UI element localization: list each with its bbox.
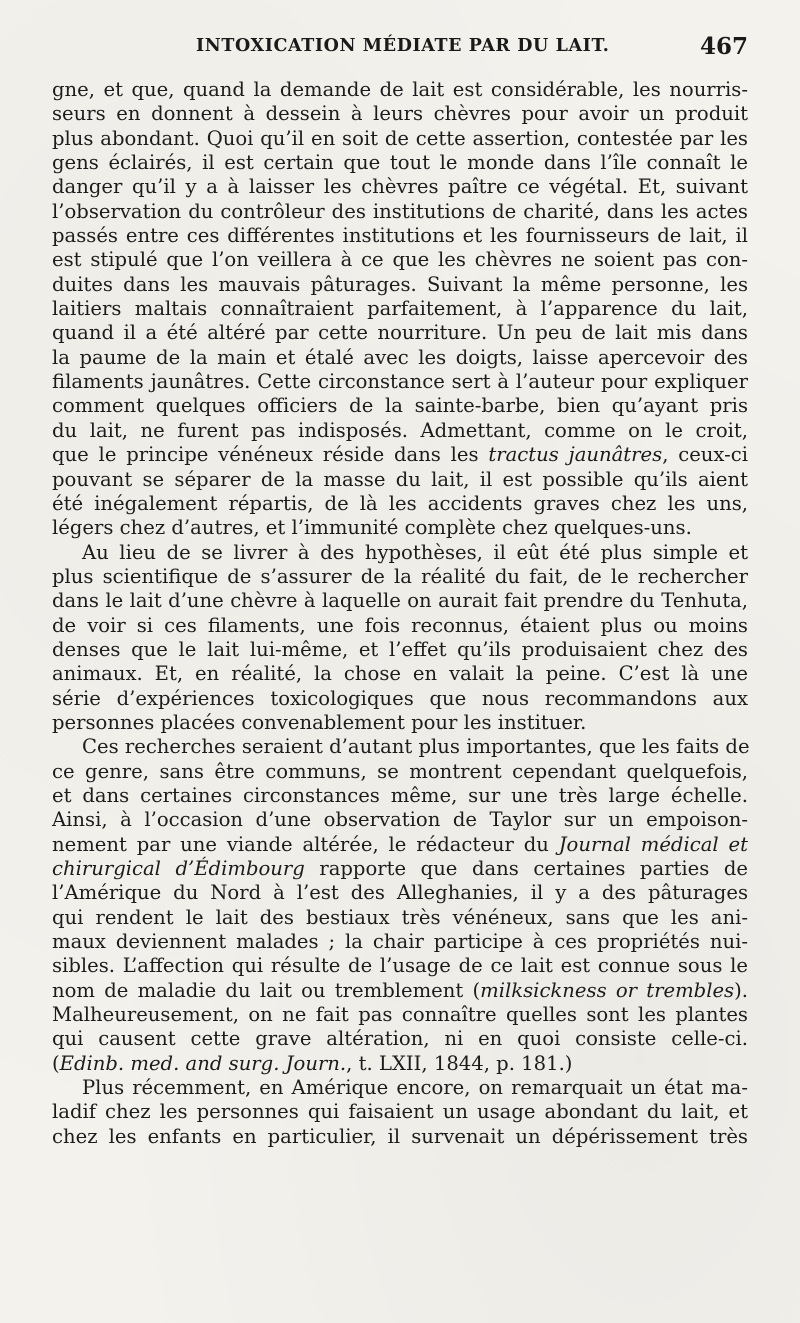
text-segment: Plus récemment, en Amérique encore, on remarquait un état ma-	[82, 1076, 748, 1100]
text-segment: laitiers maltais connaîtraient parfaitement, à l’apparence du lait,	[52, 297, 748, 321]
text-segment: nement par une viande altérée, le rédacteur du	[52, 832, 559, 856]
text-line	[52, 370, 748, 394]
body-text	[52, 78, 748, 1149]
text-segment: maux deviennent malades ; la chair participe à ces propriétés nui-	[52, 930, 748, 954]
text-line	[52, 906, 748, 930]
text-segment: quand il a été altéré par cette nourriture. Un peu de lait mis dans	[52, 321, 748, 345]
text-line	[52, 1076, 748, 1100]
text-segment: rapporte que dans certaines parties de	[304, 857, 748, 880]
text-line	[52, 1125, 748, 1149]
text-line	[52, 1003, 748, 1027]
text-line	[52, 954, 748, 978]
text-line	[52, 857, 748, 881]
text-segment: duites dans les mauvais pâturages. Suivant la même personne, les	[52, 272, 748, 296]
text-segment: filaments jaunâtres. Cette circonstance sert à l’auteur pour expliquer	[52, 370, 748, 394]
text-segment: l’observation du contrôleur des institutions de charité, dans les actes	[52, 199, 748, 223]
text-segment: légers chez d’autres, et l’immunité complète chez quelques-uns.	[52, 516, 692, 540]
text-segment: ).	[734, 978, 748, 1002]
text-line	[52, 248, 748, 272]
text-segment: gens éclairés, il est certain que tout le monde dans l’île connaît le	[52, 151, 748, 175]
italic-text: Journal médical et	[558, 832, 748, 856]
text-segment: danger qu’il y a à laisser les chèvres paître ce végétal. Et, suivant	[52, 175, 748, 199]
text-segment: chez les enfants en particulier, il survenait un dépérissement très	[52, 1124, 748, 1148]
text-segment: la paume de la main et étalé avec les doigts, laisse apercevoir des	[52, 345, 748, 369]
text-segment: et dans certaines circonstances même, sur une très large échelle.	[52, 783, 748, 807]
text-line	[52, 711, 748, 735]
text-segment: sibles. L’affection qui résulte de l’usage de ce lait est connue sous le	[52, 954, 748, 978]
text-line	[52, 468, 748, 492]
page-number: 467	[700, 33, 749, 60]
text-segment: série d’expériences toxicologiques que nous recommandons aux	[52, 686, 748, 710]
text-segment: est stipulé que l’on veillera à ce que les chèvres ne soient pas con-	[52, 248, 748, 272]
text-line	[52, 541, 748, 565]
text-line	[52, 127, 748, 151]
text-line	[52, 930, 748, 954]
text-segment: qui rendent le lait des bestiaux très vénéneux, sans que les ani-	[52, 905, 748, 929]
text-line	[52, 346, 748, 370]
text-segment: l’Amérique du Nord à l’est des Alleghanies, il y a des pâturages	[52, 881, 748, 905]
text-segment: du lait, ne furent pas indisposés. Admettant, comme on le croit,	[52, 418, 748, 442]
text-segment: seurs en donnent à dessein à leurs chèvres pour avoir un produit	[52, 102, 748, 126]
text-segment: de voir si ces filaments, une fois reconnus, étaient plus ou moins	[52, 613, 748, 637]
text-line	[52, 979, 748, 1003]
text-line	[52, 175, 748, 199]
text-segment: denses que le lait lui-même, et l’effet qu’ils produisaient chez des	[52, 637, 748, 661]
text-line	[52, 516, 748, 540]
running-title: INTOXICATION MÉDIATE PAR DU LAIT.	[196, 36, 610, 56]
text-segment: Ces recherches seraient d’autant plus importantes, que les faits de	[82, 735, 750, 759]
text-line	[52, 492, 748, 516]
text-line	[52, 224, 748, 248]
text-segment: dans le lait d’une chèvre à laquelle on aurait fait prendre du Tenhuta,	[52, 589, 748, 613]
text-line	[52, 784, 748, 808]
text-line	[52, 614, 748, 638]
text-segment: plus abondant. Quoi qu’il en soit de cette assertion, contestée par les	[52, 126, 748, 150]
text-line	[52, 102, 748, 126]
text-line	[52, 760, 748, 784]
text-line	[52, 394, 748, 418]
text-segment: Malheureusement, on ne fait pas connaître quelles sont les plantes	[52, 1003, 748, 1027]
text-line	[52, 297, 748, 321]
text-line	[52, 78, 748, 102]
text-line	[52, 1052, 748, 1076]
text-line	[52, 565, 748, 589]
text-line	[52, 419, 748, 443]
text-segment: gne, et que, quand la demande de lait est considérable, les nourris-	[52, 78, 748, 101]
text-line	[52, 1027, 748, 1051]
text-segment: Ainsi, à l’occasion d’une observation de Taylor sur un empoison-	[52, 808, 748, 832]
text-segment: personnes placées convenablement pour les instituer.	[52, 710, 587, 734]
text-line	[52, 662, 748, 686]
text-segment: , ceux-ci	[662, 443, 748, 467]
text-segment: , t. LXII, 1844, p. 181.)	[346, 1051, 573, 1075]
text-line	[52, 151, 748, 175]
running-head	[0, 33, 800, 62]
italic-text: milksickness or trembles	[480, 978, 735, 1002]
text-line	[52, 687, 748, 711]
text-segment: nom de maladie du lait ou tremblement (	[52, 978, 481, 1002]
text-segment: que le principe vénéneux réside dans les	[52, 443, 489, 467]
text-line	[52, 881, 748, 905]
text-segment: passés entre ces différentes institutions et les fournisseurs de lait, il	[52, 224, 748, 248]
text-line	[52, 200, 748, 224]
text-segment: (	[52, 1051, 60, 1075]
text-line	[52, 735, 748, 759]
italic-text: tractus jaunâtres	[488, 443, 663, 467]
text-segment: pouvant se séparer de la masse du lait, il est possible qu’ils aient	[52, 467, 748, 491]
text-segment: ladif chez les personnes qui faisaient un usage abondant du lait, et	[52, 1100, 748, 1124]
text-segment: qui causent cette grave altération, ni en quoi consiste celle-ci.	[52, 1027, 748, 1051]
text-line	[52, 321, 748, 345]
text-segment: été inégalement répartis, de là les accidents graves chez les uns,	[52, 491, 748, 515]
text-segment: animaux. Et, en réalité, la chose en valait la peine. C’est là une	[52, 662, 748, 686]
text-segment: comment quelques officiers de la sainte-barbe, bien qu’ayant pris	[52, 394, 748, 418]
italic-text: Edinb. med. and surg. Journ.	[59, 1051, 347, 1075]
italic-text: chirurgical d’Édimbourg	[52, 857, 305, 880]
text-line	[52, 1100, 748, 1124]
text-segment: Au lieu de se livrer à des hypothèses, il eût été plus simple et	[82, 540, 748, 564]
text-line	[52, 808, 748, 832]
text-line	[52, 443, 748, 467]
text-line	[52, 638, 748, 662]
text-line	[52, 833, 748, 857]
text-line	[52, 273, 748, 297]
text-line	[52, 589, 748, 613]
text-segment: ce genre, sans être communs, se montrent cependant quelquefois,	[52, 759, 748, 783]
text-segment: plus scientifique de s’assurer de la réalité du fait, de le rechercher	[52, 564, 748, 588]
